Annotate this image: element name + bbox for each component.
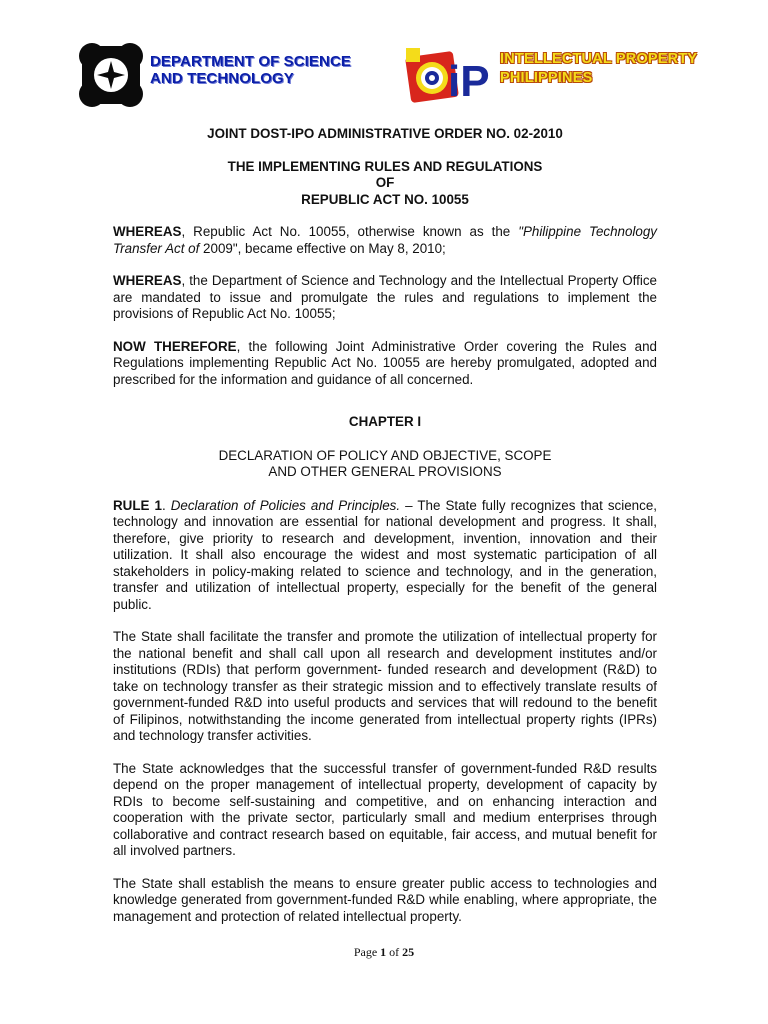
chapter-title-line-1: DECLARATION OF POLICY AND OBJECTIVE, SCOPE: [218, 447, 552, 463]
page-footer: [0, 945, 768, 960]
of-word: of: [386, 945, 403, 959]
now-therefore-lead: NOW THEREFORE: [113, 338, 237, 354]
ipo-name-line2: PHILIPPINES: [500, 70, 593, 86]
title-line-3: REPUBLIC ACT NO. 10055: [301, 191, 469, 207]
dost-name-line1: DEPARTMENT OF SCIENCE: [150, 53, 351, 70]
title-line-2: OF: [375, 175, 395, 190]
rule-1-sep: .: [161, 497, 171, 513]
chapter-title-line-2: AND OTHER GENERAL PROVISIONS: [268, 464, 502, 479]
whereas-lead-2: WHEREAS: [113, 273, 182, 288]
ipo-logo-icon: [404, 44, 496, 106]
now-therefore-text: , the following Joint Administrative Order covering the Rules and Regulations implementing Republic Act No. 10055 are hereby promulgated, adopted and prescribed for the information and guidance of all concerned.: [113, 338, 657, 387]
dost-name: [150, 53, 351, 87]
policy-paragraph-3: The State acknowledges that the successful transfer of government-funded R&D results depend on the proper management of intellectual property, development of capacity by RDIs to become self-sustaining and competitive, and on enhancing interaction and cooperation with the private sector, particularly small and medium enterprises through collaborative and contract research based on equitable, fair access, and mutual benefit for all involved partners.: [113, 760, 657, 858]
letterhead: [0, 38, 768, 108]
page-number: 1: [380, 945, 387, 959]
rule-1-lead: RULE 1: [113, 497, 162, 513]
document-title: [113, 159, 657, 209]
document-body: [113, 126, 657, 925]
whereas-italic-1: "Philippine Technology Transfer Act of: [113, 224, 657, 256]
chapter-title: [113, 448, 657, 481]
whereas-text-1a: , Republic Act No. 10055, otherwise known as the: [181, 224, 519, 239]
dost-logo-icon: [78, 42, 144, 108]
ipo-logo-text: iP: [448, 57, 490, 106]
order-number: JOINT DOST-IPO ADMINISTRATIVE ORDER NO. 02-2010: [207, 126, 563, 141]
policy-paragraph-4: The State shall establish the means to ensure greater public access to technologies and knowledge generated from government-funded R&D while enabling, where appropriate, the management and protection of related intellectual property.: [113, 875, 657, 924]
whereas-lead-1: WHEREAS: [113, 224, 182, 239]
now-therefore-paragraph: [113, 339, 657, 389]
rule-1-heading: Declaration of Policies and Principles.: [170, 497, 401, 513]
ipo-name-line1: INTELLECTUAL PROPERTY: [500, 51, 698, 67]
policy-paragraph-2: The State shall facilitate the transfer and promote the utilization of intellectual property for the national benefit and shall call upon all research and development institutes and/or institutions (RDIs) that perform government- funded research and development (R&D) to take on technology transfer as their strategic mission and to effectively translate results of government-funded R&D into useful products and services that will redound to the benefit of Filipinos, notwithstanding the income generated from intellectual property rights (IPRs) and technology transfer activities.: [113, 629, 657, 743]
chapter-heading: CHAPTER I: [348, 414, 422, 429]
ipo-name: [500, 50, 697, 88]
dost-name-line2: AND TECHNOLOGY: [150, 70, 294, 87]
rule-1-text: – The State fully recognizes that science, technology and innovation are essential for national development and progress. It shall, therefore, give priority to research and development, invention, innovation and their utilization. It shall also encourage the widest and most systematic participation of all stakeholders in policy-making related to science and technology, and in the generation, transfer and utilization of intellectual property, especially for the benefit of the general public.: [113, 497, 657, 612]
whereas-paragraph-2: [113, 273, 657, 323]
page-word: Page: [353, 945, 381, 959]
whereas-text-2: , the Department of Science and Technology and the Intellectual Property Office are mandated to issue and promulgate the rules and regulations to implement the provisions of Republic Act No. 10055;: [113, 273, 657, 321]
page-total: 25: [402, 945, 415, 959]
whereas-text-1b: 2009", became effective on May 8, 2010;: [203, 240, 446, 256]
title-line-1: THE IMPLEMENTING RULES AND REGULATIONS: [227, 158, 543, 174]
rule-1-paragraph: [113, 498, 657, 614]
whereas-paragraph-1: [113, 224, 657, 257]
